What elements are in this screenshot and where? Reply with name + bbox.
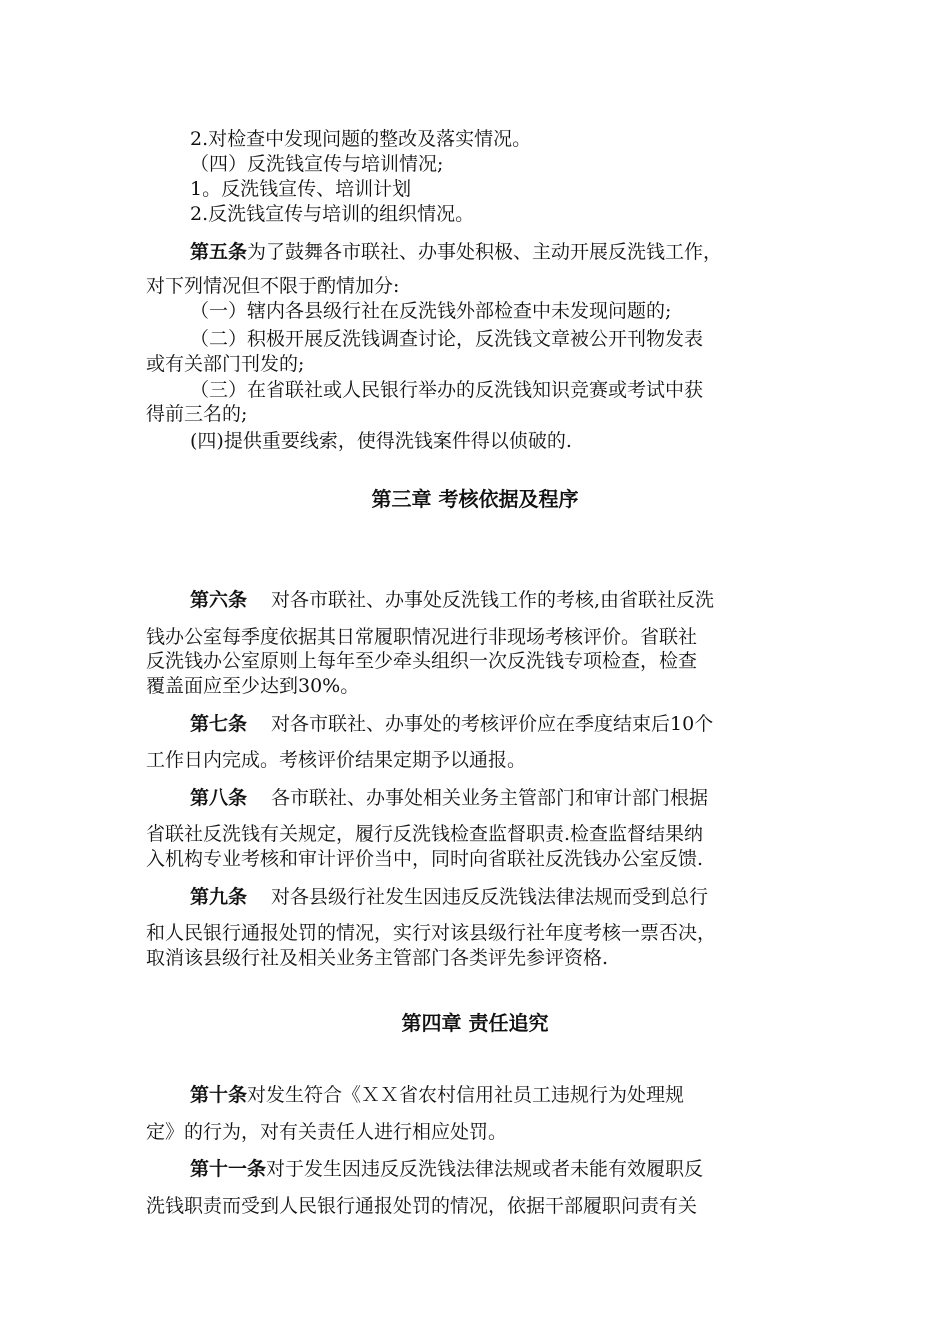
article-5-title: 第五条 [190, 241, 248, 263]
text-line: 或有关部门刊发的; [146, 353, 305, 375]
article-8-line [190, 786, 708, 810]
text-line: 反洗钱办公室原则上每年至少牵头组织一次反洗钱专项检查，检查 [146, 650, 698, 672]
text-line: 对下列情况但不限于酌情加分: [146, 275, 400, 297]
chapter-4-heading: 第四章 责任追究 [401, 1011, 549, 1035]
text-line: (四)提供重要线索，使得洗钱案件得以侦破的. [190, 430, 572, 452]
article-11-title: 第十一条 [190, 1158, 267, 1180]
chapter-3-heading: 第三章 考核依据及程序 [371, 487, 579, 511]
text-line: 省联社反洗钱有关规定，履行反洗钱检查监督职责.检查监督结果纳 [146, 823, 704, 845]
text-line: 2.反洗钱宣传与培训的组织情况。 [190, 203, 475, 225]
article-9-line [190, 885, 708, 909]
text-line: 入机构专业考核和审计评价当中，同时向省联社反洗钱办公室反馈. [146, 848, 704, 870]
text-line: （四）反洗钱宣传与培训情况; [190, 153, 444, 175]
article-9-text: 对各县级行社发生因违反反洗钱法律法规而受到总行 [271, 886, 709, 908]
article-6-title: 第六条 [190, 589, 248, 611]
article-6-text: 对各市联社、办事处反洗钱工作的考核,由省联社反洗 [271, 589, 715, 611]
article-9-title: 第九条 [190, 886, 248, 908]
article-7-title: 第七条 [190, 713, 248, 735]
text-line: （一）辖内各县级行社在反洗钱外部检查中未发现问题的; [190, 300, 672, 322]
article-8-text: 各市联社、办事处相关业务主管部门和审计部门根据 [271, 787, 709, 809]
article-7-line [190, 712, 713, 736]
text-line: 和人民银行通报处罚的情况，实行对该县级行社年度考核一票否决， [146, 922, 717, 944]
text-line: （二）积极开展反洗钱调查讨论，反洗钱文章被公开刊物发表 [190, 328, 704, 350]
article-11-line [190, 1157, 703, 1181]
text-line: 1。反洗钱宣传、培训计划 [190, 178, 412, 200]
article-8-title: 第八条 [190, 787, 248, 809]
text-line: 工作日内完成。考核评价结果定期予以通报。 [146, 749, 527, 771]
article-5-line [190, 240, 810, 264]
text-line: 洗钱职责而受到人民银行通报处罚的情况，依据干部履职问责有关 [146, 1195, 698, 1217]
article-10-line [190, 1083, 684, 1107]
article-6-line [190, 588, 714, 612]
article-10-title: 第十条 [190, 1084, 248, 1106]
text-line: 得前三名的; [146, 403, 248, 425]
article-11-text: 对于发生因违反反洗钱法律法规或者未能有效履职反 [266, 1158, 704, 1180]
text-line: 取消该县级行社及相关业务主管部门各类评先参评资格. [146, 947, 609, 969]
article-10-text: 对发生符合《ＸＸ省农村信用社员工违规行为处理规 [247, 1084, 685, 1106]
text-line: 钱办公室每季度依据其日常履职情况进行非现场考核评价。省联社 [146, 626, 698, 648]
text-line: （三）在省联社或人民银行举办的反洗钱知识竞赛或考试中获 [190, 379, 704, 401]
article-5-text: 为了鼓舞各市联社、办事处积极、主动开展反洗钱工作， [247, 241, 723, 263]
text-line: 定》的行为，对有关责任人进行相应处罚。 [146, 1121, 508, 1143]
text-line: 覆盖面应至少达到30%。 [146, 675, 360, 697]
text-line: 2.对检查中发现问题的整改及落实情况。 [190, 128, 532, 150]
article-7-text: 对各市联社、办事处的考核评价应在季度结束后10个 [271, 713, 714, 735]
